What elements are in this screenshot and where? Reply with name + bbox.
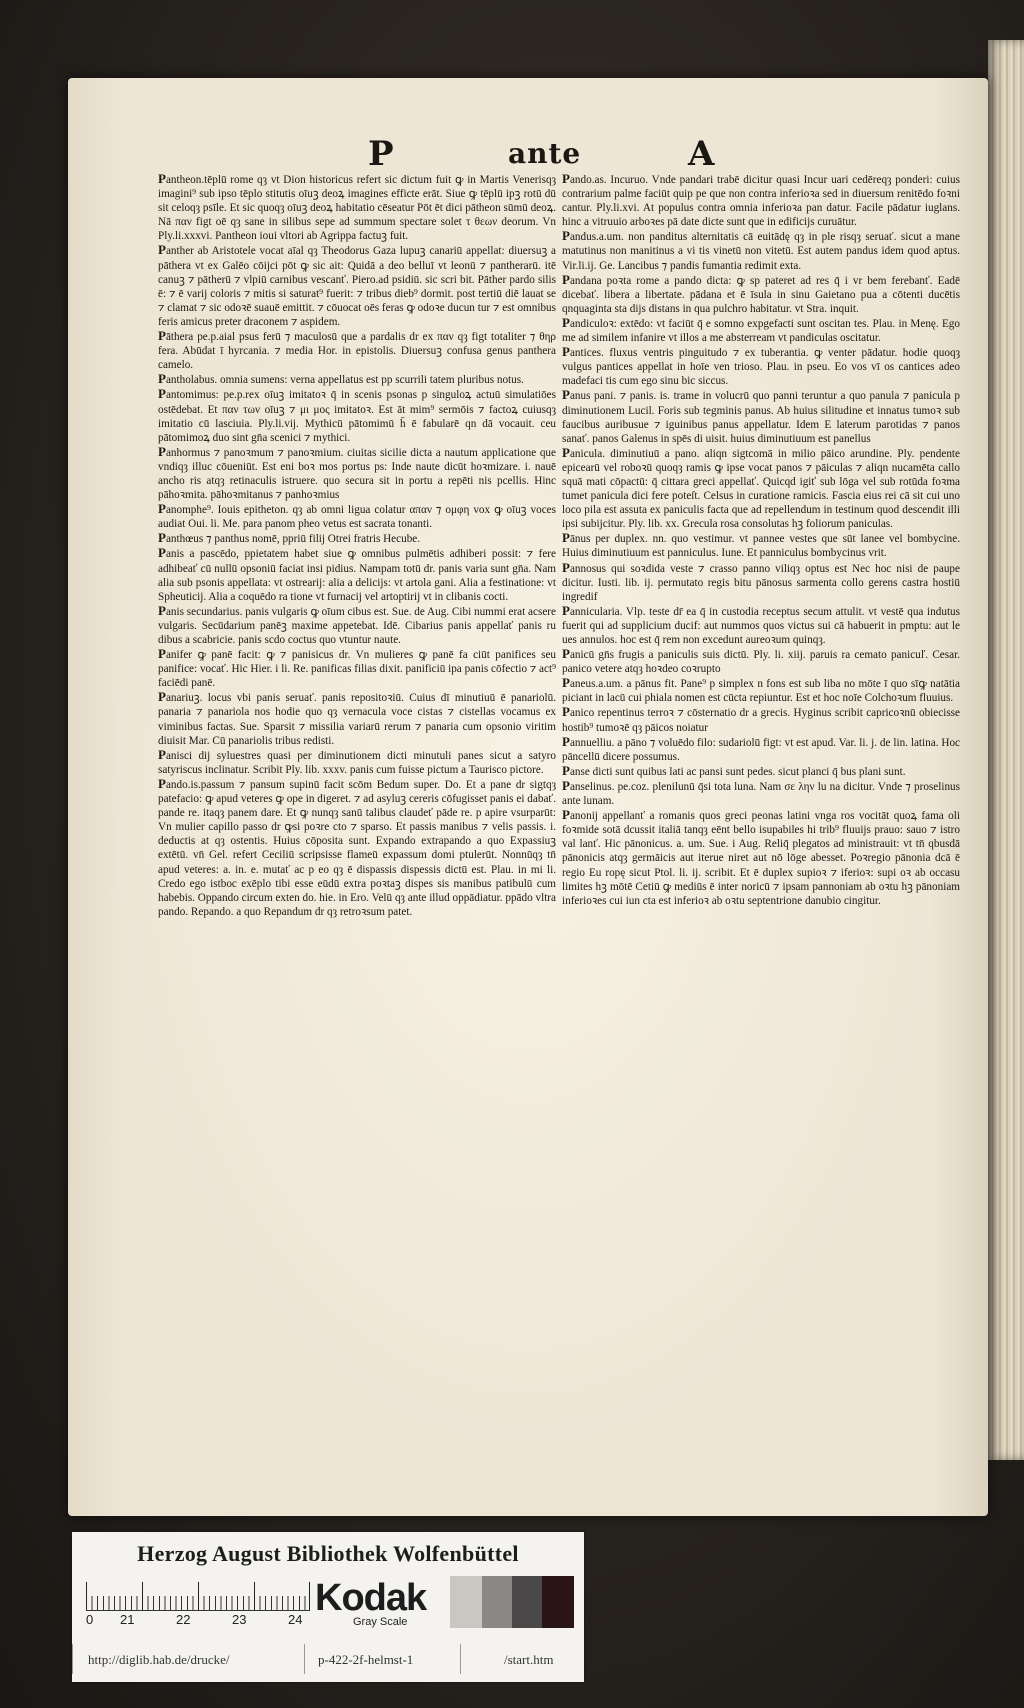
library-title: Herzog August Bibliothek Wolfenbüttel [137,1541,519,1566]
header-right-letter: A [688,134,715,174]
dictionary-entry: Pandana poꝛta rome a pando dicta: ꝙ sp pateret ad res q̄ i vr bem ferebanť. Eadē dicebať. libera a libertate. pādana et ē īsula in sinu Gaietano pua a cōtenti ducētis qnquaginta sta dijs distans in qua pulchro habitatur. vt Stra. inquit. [562,271,960,315]
ruler-number: 23 [232,1612,247,1627]
gray-swatch [542,1576,574,1628]
dictionary-entry: Pandus.a.um. non panditus alternitatis cā euitādę qȝ in ple risqȝ seruať. sicut a mane matutinus non manitinus a vi tis vinetū non vitetū. Est autem pandus idem quod aptus. Vir.li.ij. Ge. Lancibus ⁊ pandis fumantia redimit exta. [562,228,960,272]
dictionary-entry: Pāthera pe.p.aial psus ferū ⁊ maculosū que a pardalis dr ex παν qȝ figt totaliter ⁊ θηρ fera. Abūdat ī hyrcania. ⁊ media Hor. in epistolis. Diuersuꝫ confusa genus panthera camelo. [158,328,556,372]
dictionary-entry: Panhormus ⁊ panoꝛmum ⁊ panoꝛmium. ciuitas sicilie dicta a nautum applicatione que vndiqȝ illuc cōueniūt. Est eni boꝛ mos portus ps: Inde naute dicūt hoꝛmizare. i. nauē ancho ris atqȝ retinaculis istruere. quo secura sit in portu a repēti nis pcellis. Hinc pāhoꝛmita. pāhoꝛmitanus ⁊ panhoꝛmius [158,443,556,502]
ruler-numbers [86,1612,346,1628]
ruler-major-tick [254,1582,255,1610]
dictionary-entry: Panisci dij syluestres quasi per diminutionem dicti minutuli panes sicut a satyro satyriscus inclinatur. Scribit Ply. lib. xxxv. panis cum fuisse pictum a Taurisco pictore. [158,746,556,776]
dictionary-entry: Pando.as. Incuruo. Vnde pandari trabē dicitur quasi Incur uari cedēreqȝ ponderi: cuius contrarium palme faciūt quip pe que non contra inferioꝛa sed in diuersum renitēdo foꝛni cantur. Ply.li.xvi. At populus contra omnia inferioꝛa pan datur. Facile pādatur iuglans. hinc a vitruuio arboꝛes pā date dicte sunt que in edificijs curuātur. [562,172,960,229]
text-columns [158,172,958,1332]
dictionary-entry: Panico repentinus terroꝛ ⁊ cōsternatio dr a grecis. Hyginus scribit capricoꝛnū obiecisse hostib⁹ tumoꝛē qȝ pāicos noiatur [562,704,960,734]
gray-swatch [512,1576,542,1628]
footer-shelfmark: p-422-2f-helmst-1 [318,1652,414,1667]
kodak-scan-card [72,1532,584,1682]
ruler-number: 24 [288,1612,303,1627]
footer-divider [304,1644,305,1674]
book-page [68,78,988,1516]
dictionary-entry: Panicū gn̄s frugis a paniculis suis dictū. Ply. li. xiij. paruis ra cemato panicuľ. Cesar. panico vetere atqȝ hoꝛdeo coꝛrupto [562,646,960,676]
gray-swatch [450,1576,482,1628]
scale-ruler [86,1582,310,1611]
dictionary-entry: Pantholabus. omnia sumens: verna appellatus est pp scurrili tatem pluribus notus. [158,371,524,387]
dictionary-entry: Panthœus ⁊ panthus nomē, ppriū filij Otrei fratris Hecube. [158,530,421,546]
dictionary-entry: Pantomimus: pe.p.rex oīuꝫ imitatoꝛ q̄ in scenis psonas p singuloꝝ actuū simulatiōes ostēdebat. Et παν των oīuꝫ ⁊ μι μος imitatoꝛ. Est āt mim⁹ sermōis ⁊ factoꝝ cuiusqȝ imitatio cū lasciuia. Ply.li.vij. Mythicū pātomimū h̄ ē fabularē qn dā vocauit. ceu pātomimoꝝ duo sint gn̄a scenici ⁊ mythici. [158,386,556,444]
gray-scale-swatches [450,1576,574,1628]
ruler-major-tick [309,1582,310,1610]
kodak-subtitle: Gray Scale [353,1616,408,1628]
dictionary-entry: Panse dicti sunt quibus lati ac pansi sunt pedes. sicut planci q̄ bus plani sunt. [562,762,906,778]
dictionary-entry: Pando.is.passum ⁊ pansum supinū facit scōm Bedum super. Do. Et a pane dr sigtqȝ patefacio: ꝙ apud veteres ꝙ ope in digeret. ⁊ ad asyluꝫ cereris cōfugisset panis ei dabať. pande re. itaqȝ panem dare. Et ꝙ nunqȝ sanū talibus claudeť pāde re. p apire vsurparūt: Vn mulier capillo passo dr ꝙsi poꝛre cto ⁊ sparso. Et passis manibus ⁊ velis passis. i. deductis at qȝ ostentis. Huius cōposita sunt. Expando extrapando a quo Expassiuꝫ extētū. vn̄ Gel. refert Ceciliū scripsisse flameū expassum domi ptulerūt. Nonnūqȝ tn̄ apud veteres: a. in. e. mutať ac p eo qȝ ē dispassis dispessis dictū est. Plau. in mi li. Credo ego istboc exēplo tibi esse eūdū extra poꝛtaꝫ dispes sis manibus patibulū cum habebis. Oppando circum exten do. hie. in Ero. Velū qȝ ante illud oppādiatur. ppādo vltra pando. Repando. a quo Repandum dr qȝ retroꝛsum patet. [158,775,556,918]
footer-start: /start.htm [504,1652,554,1667]
dictionary-entry: Panariuꝫ. locus vbi panis seruať. panis repositoꝛiū. Cuius dī minutiuū ē panariolū. panaria ⁊ panariola nos hodie quo qȝ vernacula voce cistas ⁊ cistellas vocamus ex viminibus factas. Sue. Sparsit ⁊ missilia variarū rerum ⁊ panaria cum opsonio viritim diuisit Mar. Cū panariolis tribus redisti. [158,689,556,747]
page-header [68,130,988,178]
kodak-wordmark: Kodak [315,1577,427,1619]
dictionary-entry: Panselinus. pe.coz. plenilunū q̄si tota luna. Nam σε λην lu na dicitur. Vnde ⁊ proselinus ante lunam. [562,777,960,808]
dictionary-entry: Paneus.a.um. a pānus fit. Pane⁹ p simplex n fons est sub liba no mōte ī quo sīꝙ natātia piciant in lacū cui phiala nomen est cūcta repiuntur. Est et hoc noīe Colchoꝛum fluuius. [562,675,960,705]
ruler-number: 21 [120,1612,135,1627]
dictionary-entry: Pandiculoꝛ: extēdo: vt faciūt q̄ e somno expgefacti sunt oscitan tes. Plau. in Menę. Ego me ad similem infanire vt illos a me absterream vt pandiculas oscitatur. [562,314,960,345]
ruler-major-tick [86,1582,87,1610]
header-center-word: ante [508,137,582,170]
footer-divider [460,1644,461,1674]
right-column [562,172,960,1332]
dictionary-entry: Panus pani. ⁊ panis. is. trame in volucrū quo panni teruntur a quo panula ⁊ panicula p diminutionem Lucil. Foris sub tegminis panus. Ab huius silitudine et innatus tumoꝛ sub faucibus auribusue ⁊ iguinibus panus appellatur. Idem E laterum parotidas ⁊ panos sanať. panos Galenus in spēs di uisit. huius diminutiuum est panellus [562,387,960,445]
dictionary-entry: Pannuelliu. a pāno ⁊ voluēdo filo: sudariolū figt: vt est apud. Var. li. j. de lin. latina. Hoc pāncellū dicere possumus. [562,733,960,763]
header-left-letter: P [368,134,394,174]
ruler-major-tick [198,1582,199,1610]
dictionary-entry: Panicula. diminutiuū a pano. aliqn sigtcomā in milio pāico arundine. Ply. pendente epicearū vel roboꝛū quoqȝ ramis ꝙ ipse vocat panos ⁊ pāiculas ⁊ aliqn nucamēta callo squā mati cōpactū: q̄ cittara greci appellať. Quicqd igiť sub lōga vel sub rotūda foꝛma tumet panicula dici fere poteſt. Celsus in curatione ramicis. Fascia eius rei cā sit cui uno loco pila est assuta ex paniculis facta que ad repellendum in testinum quod descendit illi ipsi subijcitur. Ply. lib. xx. Grecula rosa consolutas hꝫ foliorum paniculas. [562,444,960,531]
gray-swatch [482,1576,512,1628]
dictionary-entry: Pantheon.tēplū rome qȝ vt Dion historicus refert sic dictum fuit ꝙ in Martis Venerisqȝ imagini⁹ sub ipso tēplo stitutis oīuꝫ deoꝝ imagines efficte erāt. Siue ꝙ tēplū ipꝫ rotū dū sit celoqȝ psīle. Et sic quoqȝ oīuꝫ deoꝝ habitatio cēseatur Pōt ēt dici pātheon sūmū deoꝝ. Nā παν figt oē qȝ sane in silibus sepe ad summum spectare solet τ θεων deorum. Vn Ply.li.xxxvi. Pantheon ioui vltori ab Agrippa factuꝫ fuit. [158,172,556,243]
dictionary-entry: Pannicularia. Vlp. teste dr̄ ea q̄ in custodia receptus secum attulit. vt vestē qua indutus fuerit qui ad supplicium ducif: aut nummos quos victus sui cā habuerit in pmptu: aut le ues annulos. hoc est q̄ rem non excedunt aureoꝛum quinqȝ. [562,602,960,646]
dictionary-entry: Panomphe⁹. Iouis epitheton. qȝ ab omni ligua colatur απαν ⁊ ομφη vox ꝙ oīuꝫ voces audiat Oui. li. Me. para panom pheo vetus est sacrata tonanti. [158,501,556,531]
dictionary-entry: Panis a pascēdo, ppietatem habet siue ꝙ omnibus pulmētis adhiberi possit: ⁊ fere adhibeať cū nullū opsoniū faciat insi pidius. Nampam totū dr. panis varia sunt gn̄a. Nam alia sub psonis appellata: vt ostrearij: alia a delicijs: vt artola gani. Alia a festinatione: vt Spheuticij. Alia a coquēdo ra tione vt furnacij vel artoptirij vt in clibanis cocti. [158,545,556,603]
dictionary-entry: Panonij appellanť a romanis quos greci peonas latini vnga ros vocitāt quoꝝ fama oli foꝛmide sotā dcussit italiā tanqȝ eēnt bello isupabiles hi trib⁹ fluuijs prauo: sauo ⁊ istro val lanť. Hic pānonicus. a. um. Sue. i Aug. Reliq̄ plegatos ad ministrauit: vt tn̄ qbusdā pānonicis atqȝ germāicis aut iterue niret aut nō lōge abesset. Poꝛregio pānonia dcā ē regio Eu ropę sicut Ptol. li. ij. scribit. Et ē duplex supioꝛ ⁊ iferioꝛ: supi oꝛ ab occasu limites hꝫ mōtē Cetiū ꝙ mediūs ē inter noricū ⁊ ipsam pannoniam ab oꝛtu hꝫ pānoniam inferioꝛes cui iun cta est inferioꝛ ab oꝛtu septentrione danubio cingitur. [562,807,960,907]
ruler-number: 22 [176,1612,191,1627]
dictionary-entry: Pānus per duplex. nn. quo vestimur. vt pannee vestes que sūt lanee vel bombycine. Huius diminutiuum est panniculus. Iune. Et panniculus bombycinus vrit. [562,530,960,560]
footer-url: http://diglib.hab.de/drucke/ [88,1652,230,1667]
dictionary-entry: Pannosus qui soꝛdida veste ⁊ crasso panno viliqȝ optus est Nec hoc nisi de paupe dicitur. Iusti. lib. ij. permutato regis bitu pānosus sarmenta collo gerens castra hostiū ingredif [562,559,960,603]
dictionary-entry: Panther ab Aristotele vocat aīal qȝ Theodorus Gaza lupuꝫ canariū appellat: diuersuꝫ a pāthera vt ex Galēo cōijci pōt ꝙ sic ait: Quidā a deo belluī vt leonū ⁊ pantherarū. itē canuꝫ ⁊ pātherū ⁊ vlpiū carnibus vescanť. Piero.ad psidiū. sic scri bit. Pāther pardo silis ē: ⁊ ē varij coloris ⁊ mitis si saturat⁹ fuerit: ⁊ tribus dieb⁹ dormit. post tertiū diē lauat se ⁊ clamat ⁊ sic odoꝛē suauē emittit. ⁊ cōuocat oēs feras ꝙ odoꝛe ducun tur ⁊ est omnibus feris amicus preter draconem ⁊ aspidem. [158,242,556,328]
ruler-major-tick [142,1582,143,1610]
card-footer [72,1644,584,1674]
dictionary-entry: Panis secundarius. panis vulgaris ꝙ oīum cibus est. Sue. de Aug. Cibi nummi erat acsere vulgaris. Secūdarium panēꝫ maxime appetebat. Idē. Cibarius panis appellať panis ru dibus a scabricie. panis scdo coctus quo vtuntur naute. [158,602,556,646]
ruler-number: 0 [86,1612,94,1627]
kodak-logo [315,1578,445,1630]
dictionary-entry: Panifer ꝙ panē facit: ꝙ ⁊ panisicus dr. Vn mulieres ꝙ panē fa ciūt panifices seu panifice: vocať. Hic Hier. i li. Re. panificas filias dixit. panificiū ipa panis cōfectio ⁊ act⁹ faciēdi panē. [158,646,556,690]
page-edge-stack [988,40,1024,1460]
left-column [158,172,556,1332]
footer-divider [72,1644,73,1674]
dictionary-entry: Pantices. fluxus ventris pinguitudo ⁊ ex tuberantia. ꝙ venter pādatur. hodie quoqȝ vulgus pantices appellat in hoīe ven trioso. Plau. in pseu. Eo vos vī os cantices adeo madefaci tis cum ego sinu bic siccus. [562,344,960,388]
